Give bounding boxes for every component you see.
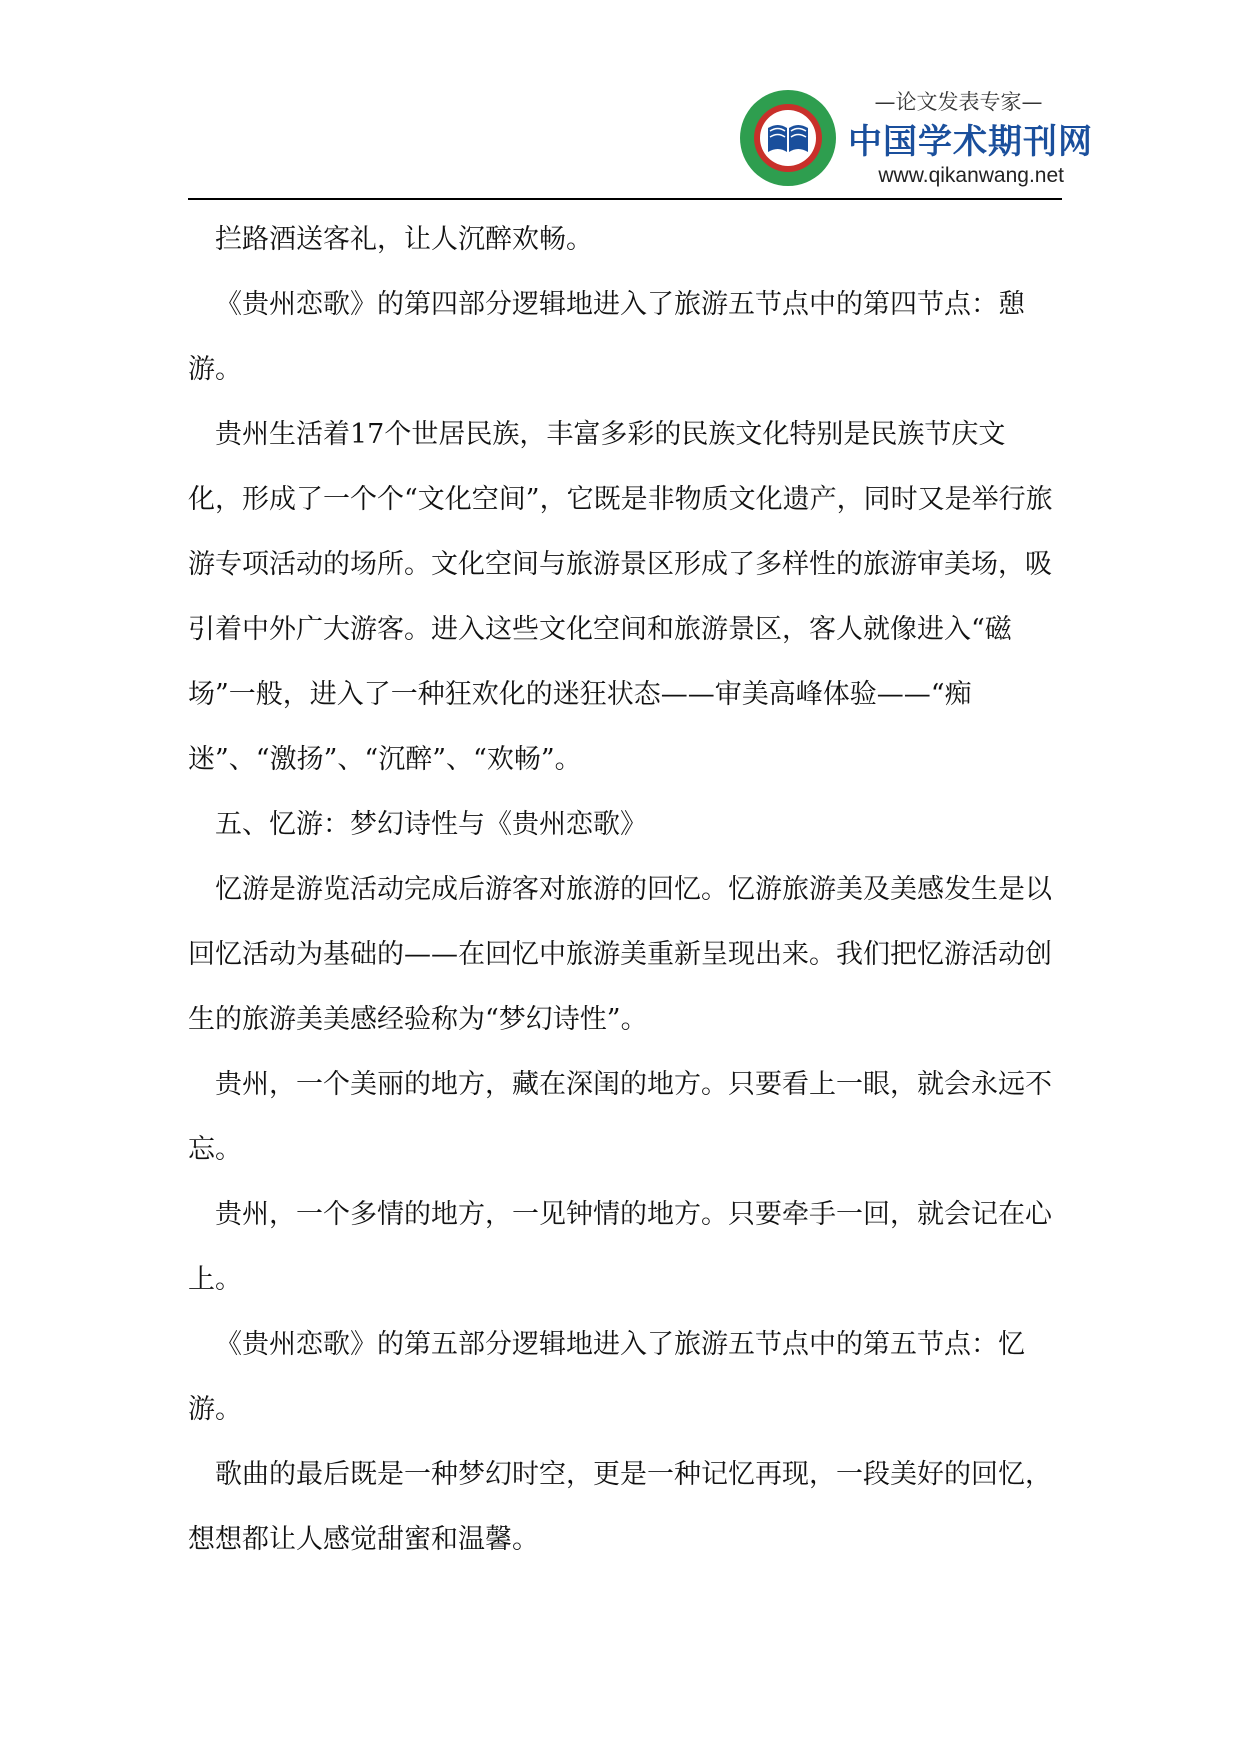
paragraph: 《贵州恋歌》的第五部分逻辑地进入了旅游五节点中的第五节点：忆游。 bbox=[188, 1329, 1025, 1425]
paragraph: 拦路酒送客礼，让人沉醉欢畅。 bbox=[215, 224, 593, 255]
header-logo bbox=[738, 80, 1093, 198]
section-heading: 五、忆游：梦幻诗性与《贵州恋歌》 bbox=[215, 809, 647, 840]
paragraph: 贵州，一个美丽的地方，藏在深闺的地方。只要看上一眼，就会永远不忘。 bbox=[188, 1069, 1052, 1165]
paragraph: 歌曲的最后既是一种梦幻时空，更是一种记忆再现，一段美好的回忆，想想都让人感觉甜蜜和温馨。 bbox=[188, 1459, 1052, 1555]
header-site-url: www.qikanwang.net bbox=[878, 164, 1064, 187]
header-divider bbox=[188, 198, 1062, 200]
seal-logo-icon bbox=[738, 88, 838, 188]
paragraph: 贵州，一个多情的地方，一见钟情的地方。只要牵手一回，就会记在心上。 bbox=[188, 1199, 1052, 1295]
paragraph: 贵州生活着17个世居民族，丰富多彩的民族文化特别是民族节庆文化，形成了一个个“文化空间”，它既是非物质文化遗产，同时又是举行旅游专项活动的场所。文化空间与旅游景区形成了多样性的旅游审美场，吸引着中外广大游客。进入这些文化空间和旅游景区，客人就像进入“磁场”一般，进入了一种狂欢化的迷狂状态——审美高峰体验——“痴迷”、“激扬”、“沉醉”、“欢畅”。 bbox=[188, 419, 1053, 775]
paragraph: 《贵州恋歌》的第四部分逻辑地进入了旅游五节点中的第四节点：憩游。 bbox=[188, 289, 1025, 385]
paragraph: 忆游是游览活动完成后游客对旅游的回忆。忆游旅游美及美感发生是以回忆活动为基础的——在回忆中旅游美重新呈现出来。我们把忆游活动创生的旅游美美感经验称为“梦幻诗性”。 bbox=[188, 874, 1052, 1035]
header-tagline: —论文发表专家— bbox=[874, 90, 1043, 114]
article-body bbox=[188, 207, 1058, 1572]
header-brand-name: 中国学术期刊网 bbox=[848, 122, 1093, 162]
